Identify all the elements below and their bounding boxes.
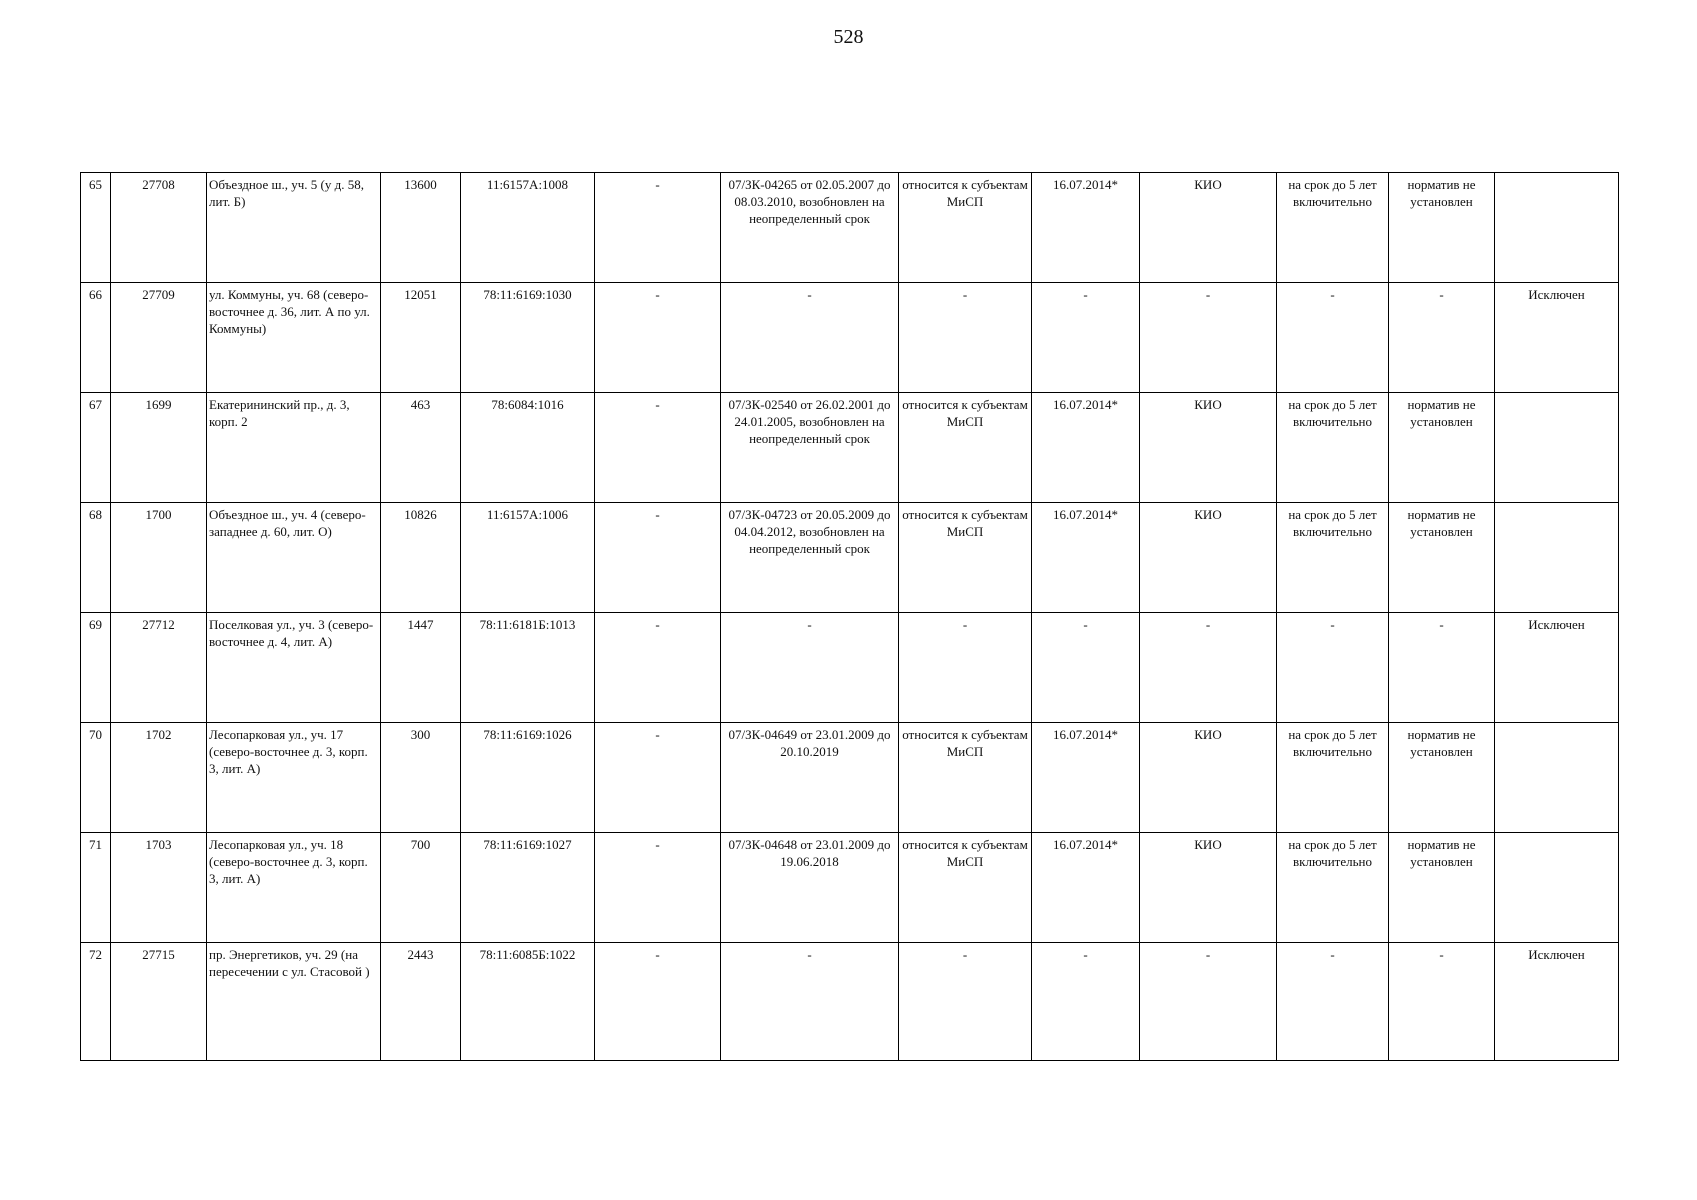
cell-note: Исключен [1495, 283, 1619, 393]
cell-norm: - [1389, 943, 1495, 1061]
table-row [81, 173, 1619, 283]
cell-norm: - [1389, 283, 1495, 393]
cell-row-number: 65 [81, 173, 111, 283]
cell-contract: 07/ЗК-04265 от 02.05.2007 до 08.03.2010, возобновлен на неопределенный срок [721, 173, 899, 283]
page-number: 528 [833, 26, 864, 48]
cell-contract: - [721, 943, 899, 1061]
cell-date: 16.07.2014* [1032, 173, 1140, 283]
cell-term: - [1277, 613, 1389, 723]
cell-address: ул. Коммуны, уч. 68 (северо-восточнее д. 36, лит. А по ул. Коммуны) [207, 283, 381, 393]
cell-note [1495, 503, 1619, 613]
cell-row-number: 69 [81, 613, 111, 723]
cell-date: 16.07.2014* [1032, 393, 1140, 503]
cell-cadastral-number: 78:11:6169:1030 [461, 283, 595, 393]
cell-cadastral-number: 78:11:6169:1026 [461, 723, 595, 833]
cell-norm: норматив не установлен [1389, 393, 1495, 503]
cell-col6: - [595, 173, 721, 283]
cell-norm: норматив не установлен [1389, 723, 1495, 833]
cell-address: Поселковая ул., уч. 3 (северо-восточнее д. 4, лит. А) [207, 613, 381, 723]
cell-organization: КИО [1140, 833, 1277, 943]
cell-object-id: 27715 [111, 943, 207, 1061]
cell-norm: норматив не установлен [1389, 833, 1495, 943]
cell-object-id: 27708 [111, 173, 207, 283]
cell-address: пр. Энергетиков, уч. 29 (на пересечении с ул. Стасовой ) [207, 943, 381, 1061]
cell-organization: КИО [1140, 393, 1277, 503]
cell-contract: - [721, 613, 899, 723]
cell-address: Екатерининский пр., д. 3, корп. 2 [207, 393, 381, 503]
cell-cadastral-number: 11:6157А:1008 [461, 173, 595, 283]
cell-term: на срок до 5 лет включительно [1277, 173, 1389, 283]
cell-contract: - [721, 283, 899, 393]
cell-area: 700 [381, 833, 461, 943]
cell-term: на срок до 5 лет включительно [1277, 503, 1389, 613]
cell-organization: КИО [1140, 173, 1277, 283]
cell-area: 10826 [381, 503, 461, 613]
cell-area: 13600 [381, 173, 461, 283]
cell-date: - [1032, 943, 1140, 1061]
cell-note [1495, 393, 1619, 503]
cell-object-id: 1702 [111, 723, 207, 833]
cell-category: относится к субъектам МиСП [899, 723, 1032, 833]
cell-address: Объездное ш., уч. 5 (у д. 58, лит. Б) [207, 173, 381, 283]
cell-row-number: 72 [81, 943, 111, 1061]
cell-row-number: 68 [81, 503, 111, 613]
cell-row-number: 66 [81, 283, 111, 393]
cell-category: относится к субъектам МиСП [899, 833, 1032, 943]
table-body [81, 173, 1619, 1061]
cell-area: 1447 [381, 613, 461, 723]
cell-norm: - [1389, 613, 1495, 723]
cell-area: 300 [381, 723, 461, 833]
cell-area: 12051 [381, 283, 461, 393]
cell-object-id: 27712 [111, 613, 207, 723]
cell-object-id: 1703 [111, 833, 207, 943]
cell-contract: 07/ЗК-02540 от 26.02.2001 до 24.01.2005, возобновлен на неопределенный срок [721, 393, 899, 503]
table-row [81, 943, 1619, 1061]
cell-term: - [1277, 943, 1389, 1061]
cell-address: Объездное ш., уч. 4 (северо-западнее д. 60, лит. О) [207, 503, 381, 613]
table-row [81, 503, 1619, 613]
land-registry-table [80, 172, 1619, 1061]
cell-organization: КИО [1140, 723, 1277, 833]
cell-cadastral-number: 78:11:6181Б:1013 [461, 613, 595, 723]
cell-term: на срок до 5 лет включительно [1277, 833, 1389, 943]
cell-category: - [899, 943, 1032, 1061]
cell-col6: - [595, 943, 721, 1061]
cell-col6: - [595, 723, 721, 833]
table-row [81, 393, 1619, 503]
cell-cadastral-number: 78:11:6169:1027 [461, 833, 595, 943]
cell-row-number: 67 [81, 393, 111, 503]
cell-category: относится к субъектам МиСП [899, 503, 1032, 613]
cell-col6: - [595, 283, 721, 393]
cell-category: - [899, 283, 1032, 393]
cell-organization: - [1140, 943, 1277, 1061]
cell-term: на срок до 5 лет включительно [1277, 723, 1389, 833]
cell-norm: норматив не установлен [1389, 173, 1495, 283]
cell-date: 16.07.2014* [1032, 833, 1140, 943]
cell-row-number: 71 [81, 833, 111, 943]
cell-contract: 07/ЗК-04723 от 20.05.2009 до 04.04.2012, возобновлен на неопределенный срок [721, 503, 899, 613]
cell-contract: 07/ЗК-04649 от 23.01.2009 до 20.10.2019 [721, 723, 899, 833]
cell-category: относится к субъектам МиСП [899, 393, 1032, 503]
cell-area: 2443 [381, 943, 461, 1061]
cell-organization: - [1140, 613, 1277, 723]
cell-col6: - [595, 503, 721, 613]
cell-area: 463 [381, 393, 461, 503]
cell-date: 16.07.2014* [1032, 503, 1140, 613]
cell-cadastral-number: 11:6157А:1006 [461, 503, 595, 613]
cell-cadastral-number: 78:6084:1016 [461, 393, 595, 503]
cell-cadastral-number: 78:11:6085Б:1022 [461, 943, 595, 1061]
cell-contract: 07/ЗК-04648 от 23.01.2009 до 19.06.2018 [721, 833, 899, 943]
cell-object-id: 1700 [111, 503, 207, 613]
cell-object-id: 27709 [111, 283, 207, 393]
table-row [81, 723, 1619, 833]
cell-object-id: 1699 [111, 393, 207, 503]
cell-date: - [1032, 283, 1140, 393]
cell-row-number: 70 [81, 723, 111, 833]
cell-col6: - [595, 833, 721, 943]
cell-note [1495, 723, 1619, 833]
cell-organization: - [1140, 283, 1277, 393]
cell-address: Лесопарковая ул., уч. 17 (северо-восточнее д. 3, корп. 3, лит. А) [207, 723, 381, 833]
cell-date: - [1032, 613, 1140, 723]
cell-col6: - [595, 393, 721, 503]
cell-note: Исключен [1495, 613, 1619, 723]
table-row [81, 613, 1619, 723]
cell-col6: - [595, 613, 721, 723]
cell-note [1495, 173, 1619, 283]
cell-category: - [899, 613, 1032, 723]
table-row [81, 283, 1619, 393]
cell-category: относится к субъектам МиСП [899, 173, 1032, 283]
cell-norm: норматив не установлен [1389, 503, 1495, 613]
cell-note: Исключен [1495, 943, 1619, 1061]
cell-address: Лесопарковая ул., уч. 18 (северо-восточнее д. 3, корп. 3, лит. А) [207, 833, 381, 943]
cell-note [1495, 833, 1619, 943]
table-row [81, 833, 1619, 943]
cell-date: 16.07.2014* [1032, 723, 1140, 833]
cell-term: на срок до 5 лет включительно [1277, 393, 1389, 503]
cell-organization: КИО [1140, 503, 1277, 613]
cell-term: - [1277, 283, 1389, 393]
